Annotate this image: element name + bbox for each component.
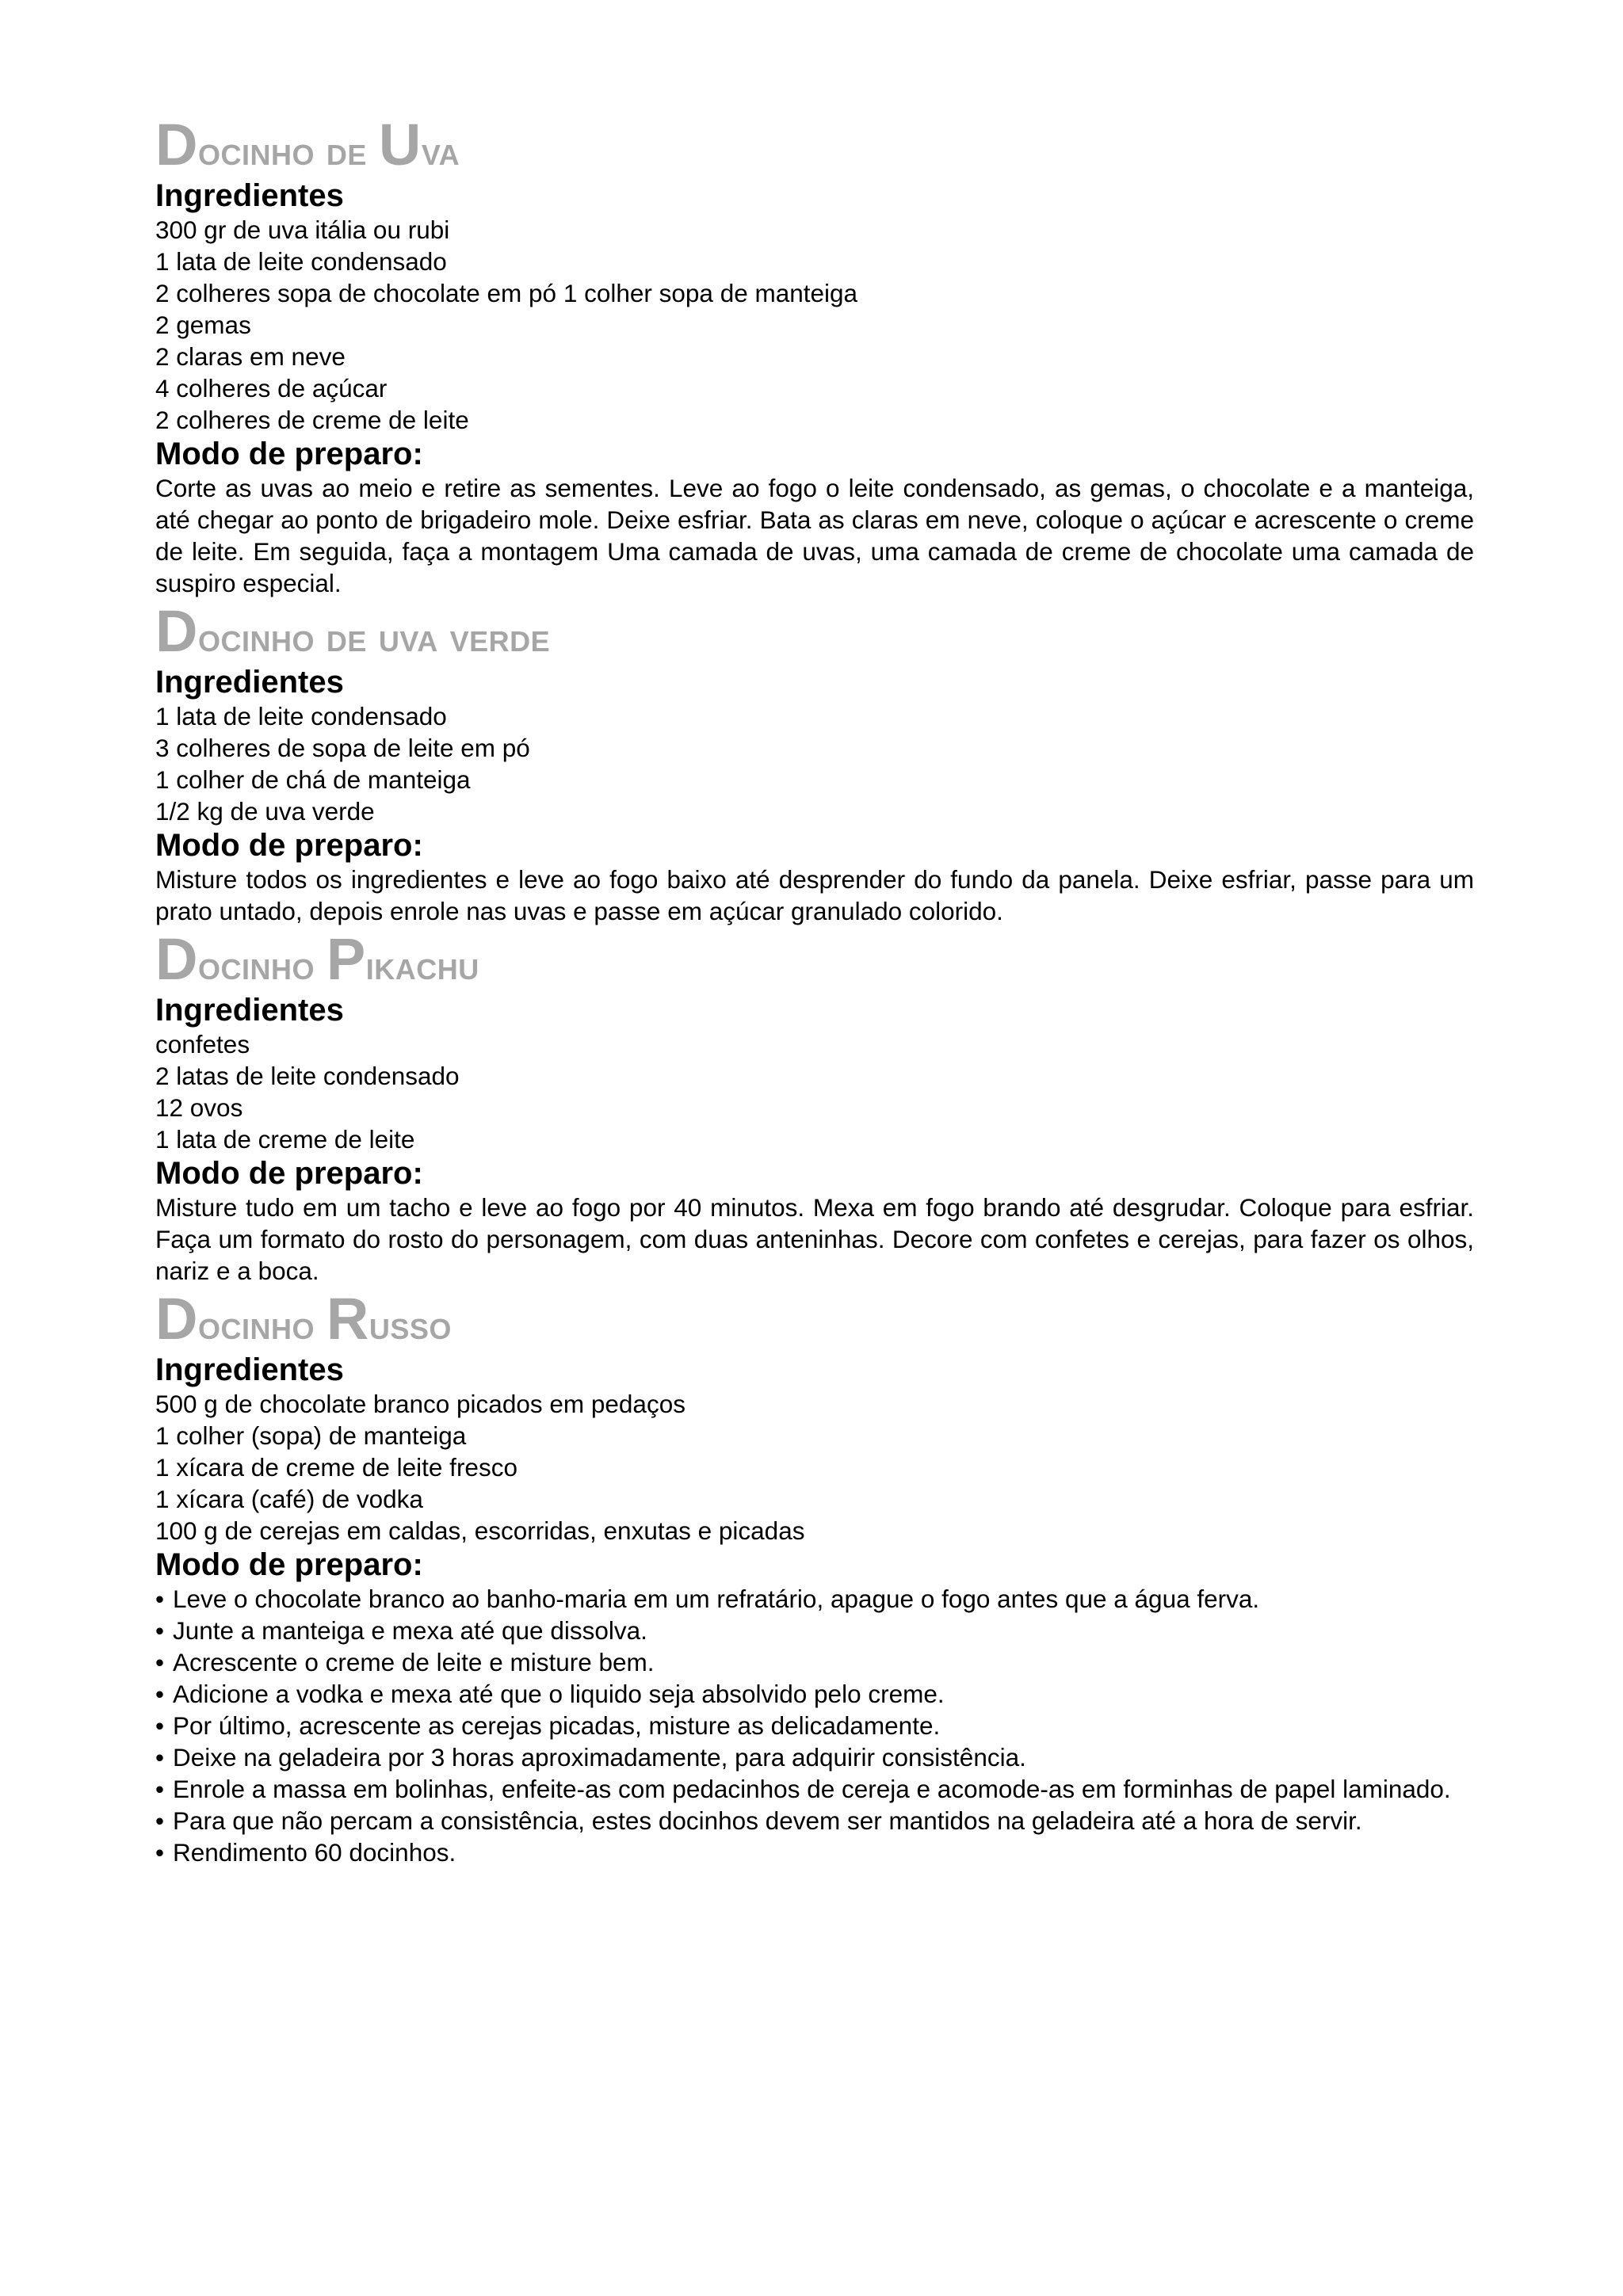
ingredient-item: 1 xícara (café) de vodka xyxy=(155,1485,423,1513)
method-step-text: Deixe na geladeira por 3 horas aproximadamente, para adquirir consistência. xyxy=(173,1743,1026,1772)
ingredient-item: 1 lata de creme de leite xyxy=(155,1125,415,1154)
title-rest: ocinho xyxy=(197,1302,327,1348)
title-initial: D xyxy=(155,1286,198,1352)
ingredients-heading: Ingredientes xyxy=(155,1352,344,1387)
ingredient-item: 1 colher (sopa) de manteiga xyxy=(155,1421,467,1450)
ingredient-item: 2 gemas xyxy=(155,311,251,339)
title-initial: R xyxy=(326,1286,369,1352)
recipe-title xyxy=(155,112,1474,177)
ingredients-list xyxy=(155,214,1474,436)
ingredients-list xyxy=(155,1388,1474,1547)
recipe-title xyxy=(155,598,1474,664)
ingredient-item: 2 claras em neve xyxy=(155,342,346,371)
ingredient-item: 1 lata de leite condensado xyxy=(155,247,447,276)
title-rest: ocinho xyxy=(197,943,327,989)
title-rest: usso xyxy=(369,1302,452,1348)
recipe-docinho-de-uva xyxy=(155,112,1474,599)
method-step xyxy=(155,1583,1474,1615)
recipe-title xyxy=(155,1286,1474,1352)
method-heading: Modo de preparo: xyxy=(155,1156,423,1191)
method-step xyxy=(155,1773,1474,1805)
ingredient-item: 2 latas de leite condensado xyxy=(155,1062,460,1090)
method-step-text: Acrescente o creme de leite e misture bem. xyxy=(173,1648,655,1676)
document-page xyxy=(155,112,1474,1868)
bullet-icon: • xyxy=(155,1616,165,1645)
method-text: Misture tudo em um tacho e leve ao fogo por 40 minutos. Mexa em fogo brando até desgrudar. Coloque para esfriar. Faça um formato do rosto do personagem, com duas anteninhas. Decore com confetes e cerejas, para fazer os olhos, nariz e a boca. xyxy=(155,1193,1474,1285)
ingredient-item: 1 colher de chá de manteiga xyxy=(155,765,471,794)
title-initial: D xyxy=(155,112,198,177)
method-step xyxy=(155,1741,1474,1773)
method-text: Misture todos os ingredientes e leve ao fogo baixo até desprender do fundo da panela. Deixe esfriar, passe para um prato untado, depois enrole nas uvas e passe em açúcar granulado colorido. xyxy=(155,865,1474,925)
ingredients-list xyxy=(155,700,1474,827)
method-step-text: Enrole a massa em bolinhas, enfeite-as com pedacinhos de cereja e acomode-as em forminhas de papel laminado. xyxy=(173,1775,1451,1803)
method-step xyxy=(155,1678,1474,1710)
method-step-text: Para que não percam a consistência, estes docinhos devem ser mantidos na geladeira até a hora de servir. xyxy=(173,1806,1362,1835)
title-rest: va xyxy=(421,128,460,174)
ingredient-item: 500 g de chocolate branco picados em pedaços xyxy=(155,1390,685,1418)
ingredients-list xyxy=(155,1028,1474,1155)
method-heading: Modo de preparo: xyxy=(155,828,423,863)
bullet-icon: • xyxy=(155,1585,165,1613)
method-step-text: Leve o chocolate branco ao banho-maria em um refratário, apague o fogo antes que a água ferva. xyxy=(173,1585,1260,1613)
ingredient-item: confetes xyxy=(155,1030,250,1058)
title-rest: ocinho de xyxy=(197,128,379,174)
title-rest: ocinho de uva verde xyxy=(197,615,551,661)
method-step xyxy=(155,1805,1474,1836)
method-step xyxy=(155,1710,1474,1741)
title-initial: P xyxy=(326,926,366,992)
bullet-icon: • xyxy=(155,1806,165,1835)
method-step-text: Rendimento 60 docinhos. xyxy=(173,1838,456,1867)
recipe-title xyxy=(155,926,1474,992)
ingredient-item: 1/2 kg de uva verde xyxy=(155,797,375,826)
ingredient-item: 2 colheres de creme de leite xyxy=(155,406,469,434)
title-initial: D xyxy=(155,598,198,664)
ingredient-item: 4 colheres de açúcar xyxy=(155,374,388,402)
ingredient-item: 2 colheres sopa de chocolate em pó 1 colher sopa de manteiga xyxy=(155,279,858,307)
method-text: Corte as uvas ao meio e retire as sementes. Leve ao fogo o leite condensado, as gemas, o chocolate e a manteiga, até chegar ao ponto de brigadeiro mole. Deixe esfriar. Bata as claras em neve, coloque o açúcar e acrescente o creme de leite. Em seguida, faça a montagem Uma camada de uvas, uma camada de creme de chocolate uma camada de suspiro especial. xyxy=(155,474,1474,597)
ingredients-heading: Ingredientes xyxy=(155,665,344,700)
bullet-icon: • xyxy=(155,1711,165,1740)
ingredient-item: 300 gr de uva itália ou rubi xyxy=(155,215,450,244)
ingredient-item: 100 g de cerejas em caldas, escorridas, enxutas e picadas xyxy=(155,1516,805,1545)
bullet-icon: • xyxy=(155,1648,165,1676)
ingredient-item: 1 xícara de creme de leite fresco xyxy=(155,1453,517,1482)
method-step-text: Junte a manteiga e mexa até que dissolva. xyxy=(173,1616,647,1645)
recipe-docinho-russo xyxy=(155,1286,1474,1868)
title-initial: D xyxy=(155,926,198,992)
ingredients-heading: Ingredientes xyxy=(155,993,344,1028)
bullet-icon: • xyxy=(155,1680,165,1708)
method-heading: Modo de preparo: xyxy=(155,437,423,471)
ingredient-item: 3 colheres de sopa de leite em pó xyxy=(155,734,530,762)
ingredient-item: 12 ovos xyxy=(155,1093,243,1122)
ingredient-item: 1 lata de leite condensado xyxy=(155,702,447,730)
recipe-docinho-pikachu xyxy=(155,926,1474,1287)
method-step xyxy=(155,1615,1474,1646)
title-rest: ikachu xyxy=(365,943,479,989)
method-step xyxy=(155,1836,1474,1868)
bullet-icon: • xyxy=(155,1743,165,1772)
method-bullet-list xyxy=(155,1583,1474,1868)
title-initial: U xyxy=(378,112,422,177)
recipe-docinho-de-uva-verde xyxy=(155,598,1474,927)
bullet-icon: • xyxy=(155,1838,165,1867)
ingredients-heading: Ingredientes xyxy=(155,178,344,213)
method-step xyxy=(155,1646,1474,1678)
bullet-icon: • xyxy=(155,1775,165,1803)
method-step-text: Por último, acrescente as cerejas picadas, misture as delicadamente. xyxy=(173,1711,941,1740)
method-step-text: Adicione a vodka e mexa até que o liquido seja absolvido pelo creme. xyxy=(173,1680,945,1708)
method-heading: Modo de preparo: xyxy=(155,1547,423,1582)
